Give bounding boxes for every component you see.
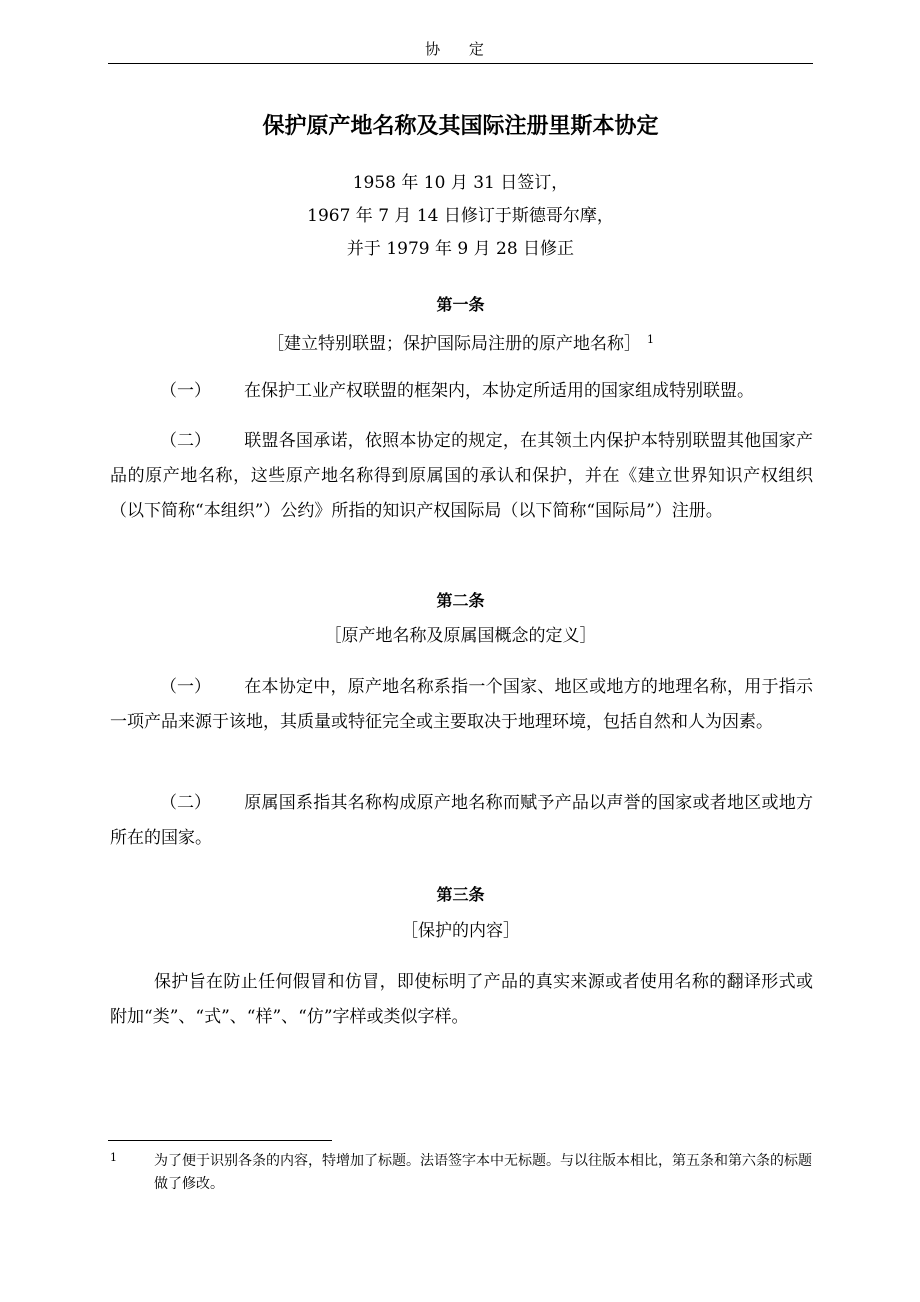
date-line: 1958 年 10 月 31 日签订， <box>352 173 569 193</box>
article-3-heading: 第三条 <box>436 885 485 904</box>
paragraph <box>110 786 813 856</box>
running-header: 协 定 <box>425 40 496 58</box>
article-1-subtitle-text: ［建立特别联盟；保护国际局注册的原产地名称］ <box>267 334 641 354</box>
article-3-subtitle: ［保护的内容］ <box>401 921 520 941</box>
paragraph <box>110 374 813 409</box>
paragraph-number: （一） <box>160 677 211 697</box>
paragraph-number: （二） <box>160 793 211 813</box>
date-line: 并于 1979 年 9 月 28 日修正 <box>346 239 575 259</box>
paragraph-text: 原属国系指其名称构成原产地名称而赋予产品以声誉的国家或者地区或地方所在的国家。 <box>110 793 813 848</box>
footnote <box>108 1150 813 1196</box>
paragraph <box>110 424 813 529</box>
paragraph <box>110 670 813 740</box>
footnote-text: 为了便于识别各条的内容，特增加了标题。法语签字本中无标题。与以往版本相比，第五条和第六条的标题做了修改。 <box>154 1153 812 1192</box>
article-2-subtitle: ［原产地名称及原属国概念的定义］ <box>324 626 597 646</box>
paragraph <box>110 965 813 1035</box>
paragraph-text: 在本协定中，原产地名称系指一个国家、地区或地方的地理名称，用于指示一项产品来源于该地，其质量或特征完全或主要取决于地理环境，包括自然和人为因素。 <box>110 677 813 732</box>
signing-dates <box>108 167 813 266</box>
paragraph-text: 联盟各国承诺，依照本协定的规定，在其领土内保护本特别联盟其他国家产品的原产地名称，这些原产地名称得到原属国的承认和保护，并在《建立世界知识产权组织（以下简称“本组织”）公约》所指的知识产权国际局（以下简称“国际局”）注册。 <box>110 431 813 521</box>
article-1-subtitle <box>108 327 813 357</box>
footnote-ref: 1 <box>647 333 654 346</box>
paragraph-number: （二） <box>160 431 211 451</box>
date-line: 1967 年 7 月 14 日修订于斯德哥尔摩， <box>307 206 614 226</box>
document-title: 保护原产地名称及其国际注册里斯本协定 <box>262 114 659 139</box>
footnote-rule <box>108 1140 332 1141</box>
paragraph-text: 保护旨在防止任何假冒和仿冒，即使标明了产品的真实来源或者使用名称的翻译形式或附加“类”、“式”、“样”、“仿”字样或类似字样。 <box>110 972 813 1027</box>
paragraph-text: 在保护工业产权联盟的框架内，本协定所适用的国家组成特别联盟。 <box>244 381 754 401</box>
header-rule <box>108 63 813 64</box>
footnote-mark: 1 <box>110 1151 117 1164</box>
paragraph-number: （一） <box>160 381 211 401</box>
article-2-heading: 第二条 <box>436 591 485 610</box>
article-1-heading: 第一条 <box>436 295 485 314</box>
